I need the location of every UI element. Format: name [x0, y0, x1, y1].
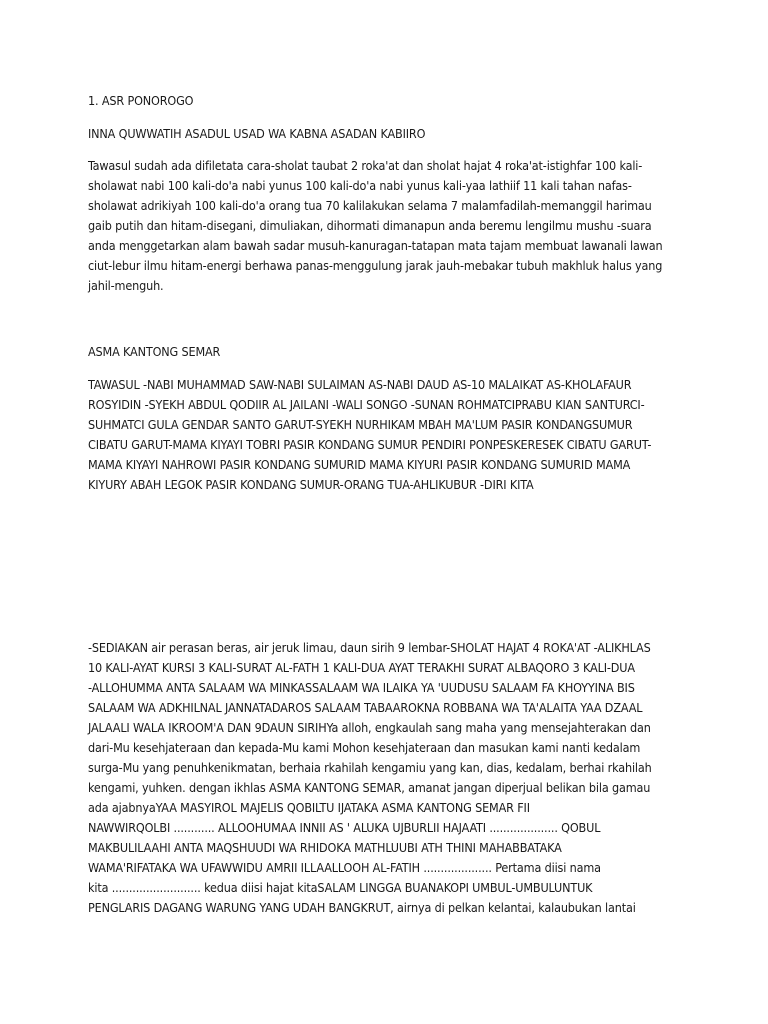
- heading-asr-ponorogo: [88, 91, 688, 111]
- text-line: KIYURY ABAH LEGOK PASIR KONDANG SUMUR-ORANG TUA-AHLIKUBUR -DIRI KITA: [88, 477, 534, 492]
- text-line: PENGLARIS DAGANG WARUNG YANG UDAH BANGKRUT, airnya di pelkan kelantai, kalaubukan lantai: [88, 900, 636, 915]
- heading-line: INNA QUWWATIH ASADUL USAD WA KABNA ASADAN KABIIRO: [88, 126, 426, 141]
- paragraph-tawasul-list: [88, 375, 688, 495]
- text-line: ROSYIDIN -SYEKH ABDUL QODIIR AL JAILANI -WALI SONGO -SUNAN ROHMATCIPRABU KIAN SANTURCI-: [88, 397, 645, 412]
- text-line: SALAAM WA ADKHILNAL JANNATADAROS SALAAM TABAAROKNA ROBBANA WA TA'ALAITA YAA DZAAL: [88, 700, 643, 715]
- text-line: kita .......................... kedua diisi hajat kitaSALAM LINGGA BUANAKOPI UMBUL-UMBULUNTUK: [88, 880, 593, 895]
- text-line: CIBATU GARUT-MAMA KIYAYI TOBRI PASIR KONDANG SUMUR PENDIRI PONPESKERESEK CIBATU GARUT-: [88, 437, 652, 452]
- text-line: -ALLOHUMMA ANTA SALAAM WA MINKASSALAAM WA ILAIKA YA 'UUDUSU SALAAM FA KHOYYINA BIS: [88, 680, 635, 695]
- text-line: 10 KALI-AYAT KURSI 3 KALI-SURAT AL-FATH 1 KALI-DUA AYAT TERAKHI SURAT ALBAQORO 3 KALI-DUA: [88, 660, 635, 675]
- text-line: ada ajabnyaYAA MASYIROL MAJELIS QOBILTU IJATAKA ASMA KANTONG SEMAR FII: [88, 800, 530, 815]
- heading-line: 1. ASR PONOROGO: [88, 93, 194, 108]
- heading-line: ASMA KANTONG SEMAR: [88, 344, 221, 359]
- text-line: ciut-lebur ilmu hitam-energi berhawa panas-menggulung jarak jauh-mebakar tubuh makhluk halus yang: [88, 258, 663, 273]
- paragraph-sediakan: [88, 638, 688, 918]
- text-line: sholawat adrikiyah 100 kali-do'a orang tua 70 kalilakukan selama 7 malamfadilah-memanggil harimau: [88, 198, 652, 213]
- text-line: -SEDIAKAN air perasan beras, air jeruk limau, daun sirih 9 lembar-SHOLAT HAJAT 4 ROKA'AT -ALIKHLAS: [88, 640, 651, 655]
- text-line: jahil-menguh.: [88, 278, 164, 293]
- text-line: dari-Mu kesehjateraan dan kepada-Mu kami Mohon kesehjateraan dan masukan kami nanti kedalam: [88, 740, 641, 755]
- text-line: SUHMATCI GULA GENDAR SANTO GARUT-SYEKH NURHIKAM MBAH MA'LUM PASIR KONDANGSUMUR: [88, 417, 633, 432]
- text-line: Tawasul sudah ada difiletata cara-sholat taubat 2 roka'at dan sholat hajat 4 roka'at-istighfar 100 kali-: [88, 158, 643, 173]
- heading-inna-quwwatih: [88, 124, 688, 144]
- text-line: gaib putih dan hitam-disegani, dimuliakan, dihormati dimanapun anda beremu lengilmu mushu -suara: [88, 218, 652, 233]
- heading-asma-kantong-semar: [88, 342, 688, 362]
- text-line: kengami, yuhken. dengan ikhlas ASMA KANTONG SEMAR, amanat jangan diperjual belikan bila gamau: [88, 780, 651, 795]
- text-line: NAWWIRQOLBI ............ ALLOOHUMAA INNII AS ' ALUKA UJBURLII HAJAATI .................... QOBUL: [88, 820, 601, 835]
- text-line: TAWASUL -NABI MUHAMMAD SAW-NABI SULAIMAN AS-NABI DAUD AS-10 MALAIKAT AS-KHOLAFAUR: [88, 377, 632, 392]
- text-line: JALAALI WALA IKROOM'A DAN 9DAUN SIRIHYa alloh, engkaulah sang maha yang mensejahterakan dan: [88, 720, 651, 735]
- text-line: WAMA'RIFATAKA WA UFAWWIDU AMRII ILLAALLOOH AL-FATIH .................... Pertama diisi nama: [88, 860, 601, 875]
- text-line: surga-Mu yang penuhkenikmatan, berhaia rkahilah kengamiu yang kan, dias, kedalam, berhai rkahilah: [88, 760, 652, 775]
- text-line: sholawat nabi 100 kali-do'a nabi yunus 100 kali-do'a nabi yunus kali-yaa lathiif 11 kali tahan nafas-: [88, 178, 632, 193]
- text-line: MAKBULILAAHI ANTA MAQSHUUDI WA RHIDOKA MATHLUUBI ATH THINI MAHABBATAKA: [88, 840, 562, 855]
- paragraph-tawasul: [88, 156, 688, 296]
- text-line: MAMA KIYAYI NAHROWI PASIR KONDANG SUMURID MAMA KIYURI PASIR KONDANG SUMURID MAMA: [88, 457, 631, 472]
- text-line: anda menggetarkan alam bawah sadar musuh-kanuragan-tatapan mata tajam membuat lawanali lawan: [88, 238, 663, 253]
